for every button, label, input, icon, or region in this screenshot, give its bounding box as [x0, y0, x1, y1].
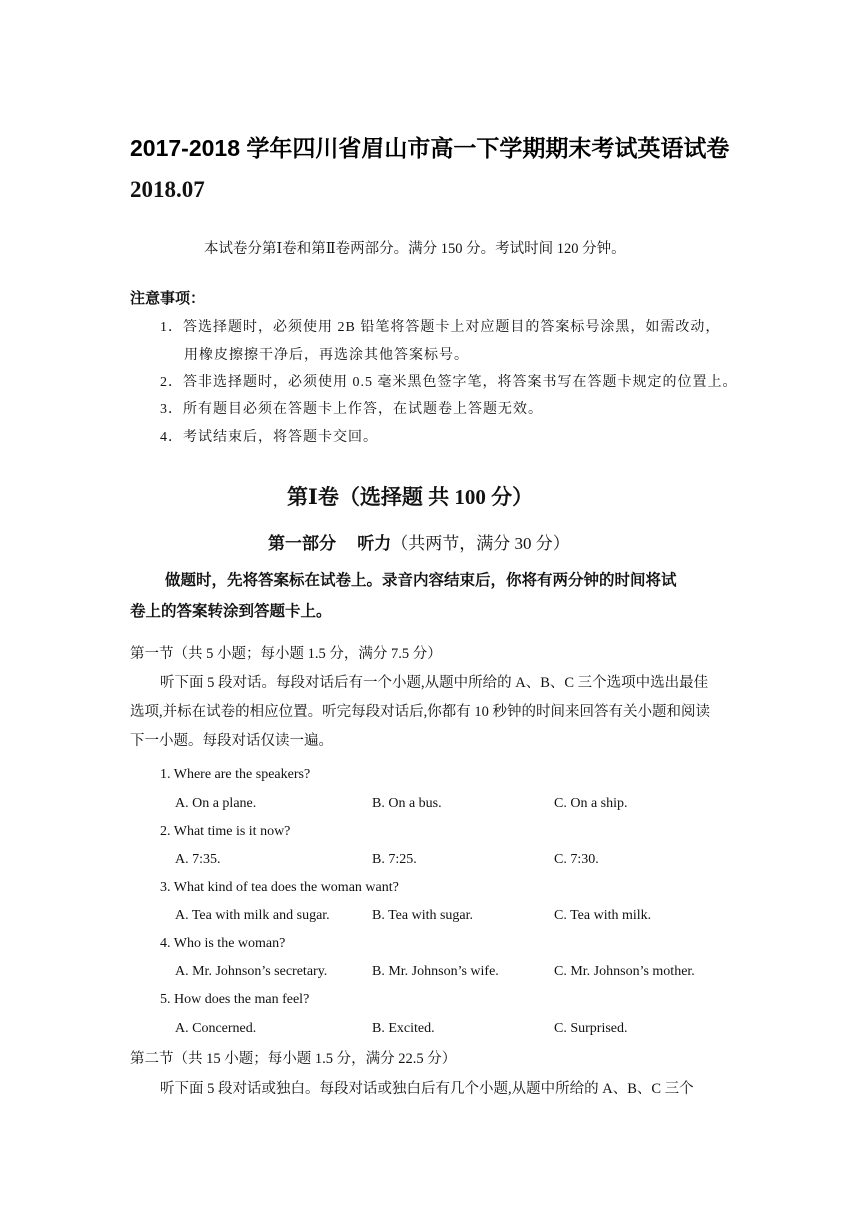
section1-instruction: 听下面 5 段对话。每段对话后有一个小题,从题中所给的 A、B、C 三个选项中选出最佳 [160, 675, 709, 691]
question-stem: 3. What kind of tea does the woman want? [160, 880, 399, 895]
option-c: C. 7:30. [554, 852, 599, 867]
section2-instruction: 听下面 5 段对话或独白。每段对话或独白后有几个小题,从题中所给的 A、B、C 三个 [160, 1081, 694, 1097]
question-stem: 1. Where are the speakers? [160, 767, 311, 782]
listening-lead: 做题时，先将答案标在试卷上。录音内容结束后，你将有两分钟的时间将试 [165, 571, 677, 589]
question-stem: 5. How does the man feel? [160, 992, 310, 1007]
exam-intro: 本试卷分第Ⅰ卷和第Ⅱ卷两部分。满分 150 分。考试时间 120 分钟。 [204, 241, 626, 257]
section1-instruction: 下一小题。每段对话仅读一遍。 [130, 733, 333, 749]
section1-header: 第一节（共 5 小题；每小题 1.5 分，满分 7.5 分） [130, 646, 442, 662]
option-c: C. On a ship. [554, 796, 628, 811]
option-a: A. Tea with milk and sugar. [175, 908, 330, 923]
part-title [268, 529, 570, 554]
note-item: 3．所有题目必须在答题卡上作答，在试题卷上答题无效。 [160, 402, 543, 417]
listening-lead: 卷上的答案转涂到答题卡上。 [130, 602, 332, 620]
option-c: C. Surprised. [554, 1021, 628, 1036]
notes-heading: 注意事项： [130, 289, 206, 307]
section1-instruction: 选项,并标在试卷的相应位置。听完每段对话后,你都有 10 秒钟的时间来回答有关小题和阅读 [130, 704, 710, 720]
question-stem: 4. Who is the woman? [160, 936, 286, 951]
section2-header: 第二节（共 15 小题；每小题 1.5 分，满分 22.5 分） [130, 1051, 457, 1067]
part-title-main: 第一部分 听力 [268, 534, 392, 553]
option-b: B. Tea with sugar. [372, 908, 474, 923]
option-a: A. Concerned. [175, 1021, 257, 1036]
part-title-note: （共两节，满分 30 分） [391, 534, 570, 553]
option-a: A. Mr. Johnson’s secretary. [175, 964, 328, 979]
question-stem: 2. What time is it now? [160, 824, 291, 839]
section-title: 第Ⅰ卷（选择题 共 100 分） [287, 485, 534, 509]
option-c: C. Tea with milk. [554, 908, 652, 923]
option-a: A. On a plane. [175, 796, 257, 811]
note-item: 用橡皮擦擦干净后，再选涂其他答案标号。 [184, 348, 469, 363]
document-title: 2017-2018 学年四川省眉山市高一下学期期末考试英语试卷 [130, 135, 730, 161]
option-b: B. On a bus. [372, 796, 442, 811]
note-item: 2．答非选择题时，必须使用 0.5 毫米黑色签字笔，将答案书写在答题卡规定的位置上。 [160, 375, 738, 390]
document-date: 2018.07 [130, 177, 205, 202]
option-b: B. Mr. Johnson’s wife. [372, 964, 499, 979]
option-b: B. 7:25. [372, 852, 417, 867]
note-item: 1．答选择题时，必须使用 2B 铅笔将答题卡上对应题目的答案标号涂黑，如需改动， [160, 320, 721, 335]
option-a: A. 7:35. [175, 852, 221, 867]
option-c: C. Mr. Johnson’s mother. [554, 964, 695, 979]
note-item: 4．考试结束后，将答题卡交回。 [160, 430, 378, 445]
option-b: B. Excited. [372, 1021, 435, 1036]
